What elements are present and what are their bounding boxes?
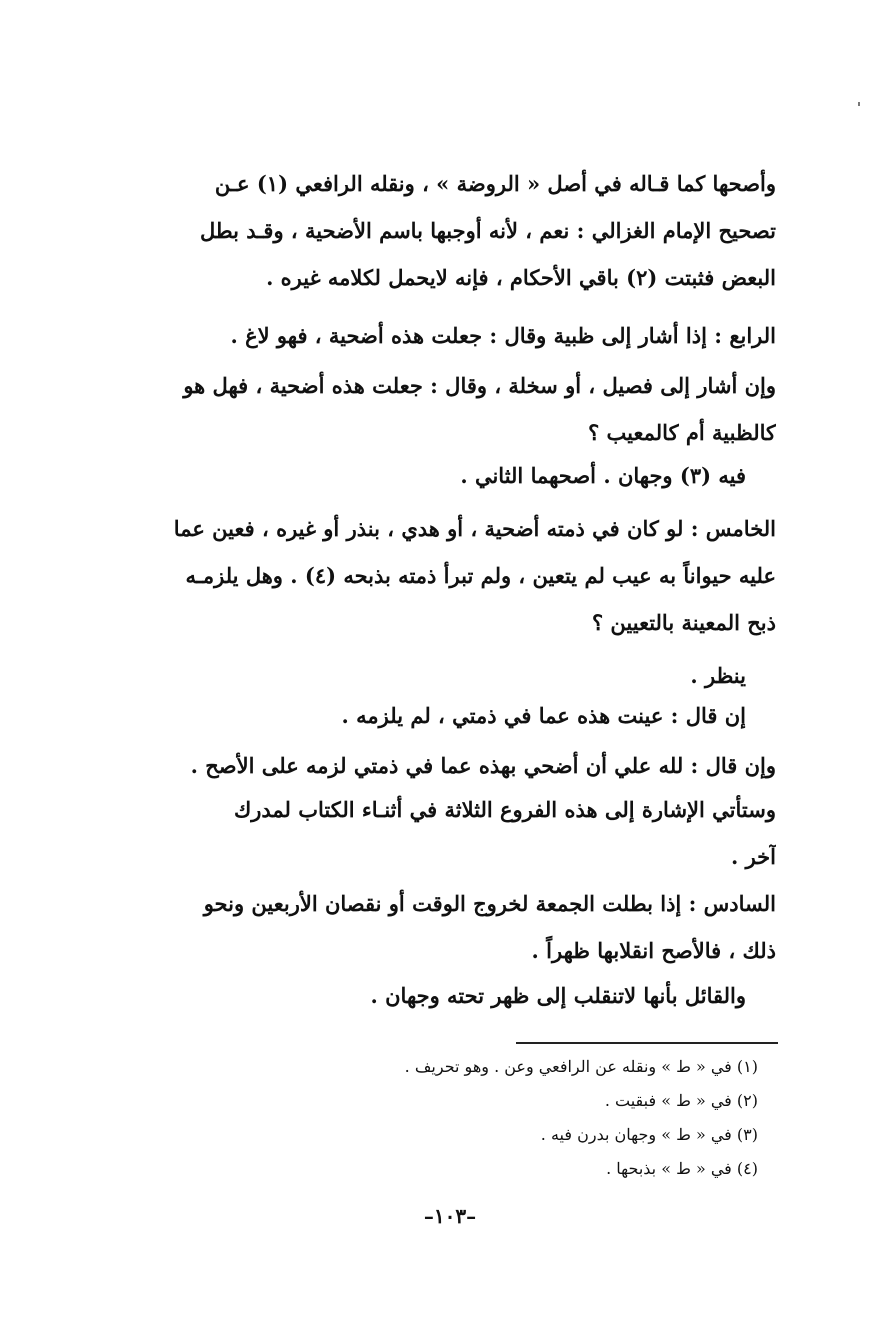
text-line: عليه حيواناً به عيب لم يتعين ، ولم تبرأ ذمته بذبحه (٤) . وهل يلزمـه xyxy=(185,563,776,588)
paragraph-1 xyxy=(120,160,776,301)
text-line: وإن أشار إلى فصيل ، أو سخلة ، وقال : جعلت هذه أضحية ، فهل هو xyxy=(183,373,776,398)
text-line: والقائل بأنها لاتنقلب إلى ظهر تحته وجهان . xyxy=(370,983,746,1008)
text-line: الرابع : إذا أشار إلى ظبية وقال : جعلت هذه أضحية ، فهو لاغ . xyxy=(230,323,776,348)
paragraph-6 xyxy=(120,742,776,789)
paragraph-fifth xyxy=(120,505,776,646)
text-line: ينظر . xyxy=(690,663,746,688)
paragraph-8 xyxy=(120,972,776,1019)
text-line: آخر . xyxy=(730,844,776,869)
footnotes xyxy=(300,1050,758,1186)
footnote-1: (١) في « ط » ونقله عن الرافعي وعن . وهو تحريف . xyxy=(404,1057,758,1076)
paragraph-2 xyxy=(120,362,776,456)
text-line: السادس : إذا بطلت الجمعة لخروج الوقت أو نقصان الأربعين ونحو xyxy=(203,891,776,916)
text-line: وإن قال : لله علي أن أضحي بهذه عما في ذمتي لزمه على الأصح . xyxy=(190,753,776,778)
text-line: تصحيح الإمام الغزالي : نعم ، لأنه أوجبها باسم الأضحية ، وقـد بطل xyxy=(199,218,776,243)
paragraph-sixth xyxy=(120,880,776,974)
text-line: وستأتي الإشارة إلى هذه الفروع الثلاثة في أثنـاء الكتاب لمدرك xyxy=(233,797,776,822)
paragraph-fourth xyxy=(120,312,776,359)
text-line: ذبح المعينة بالتعيين ؟ xyxy=(591,610,776,635)
text-line: كالظبية أم كالمعيب ؟ xyxy=(588,420,776,445)
paragraph-5 xyxy=(120,692,776,739)
text-line: فيه (٣) وجهان . أصحهما الثاني . xyxy=(460,463,746,488)
footnote-3: (٣) في « ط » وجهان بدرن فيه . xyxy=(540,1125,758,1144)
scan-speck xyxy=(858,102,860,106)
paragraph-7 xyxy=(120,786,776,880)
text-line: إن قال : عينت هذه عما في ذمتي ، لم يلزمه . xyxy=(341,703,746,728)
footnote-4: (٤) في « ط » بذبحها . xyxy=(606,1159,758,1178)
footnote-2: (٢) في « ط » فبقيت . xyxy=(604,1091,758,1110)
text-line: ذلك ، فالأصح انقلابها ظهراً . xyxy=(531,938,776,963)
text-line: وأصحها كما قـاله في أصل « الروضة » ، ونقله الرافعي (١) عـن xyxy=(214,171,776,196)
paragraph-3 xyxy=(120,452,776,499)
page-number: –١٠٣– xyxy=(423,1204,477,1228)
footnote-separator xyxy=(516,1042,778,1044)
text-line: الخامس : لو كان في ذمته أضحية ، أو هدي ، بنذر أو غيره ، فعين عما xyxy=(173,516,776,541)
text-line: البعض فثبتت (٢) باقي الأحكام ، فإنه لايحمل لكلامه غيره . xyxy=(266,265,776,290)
